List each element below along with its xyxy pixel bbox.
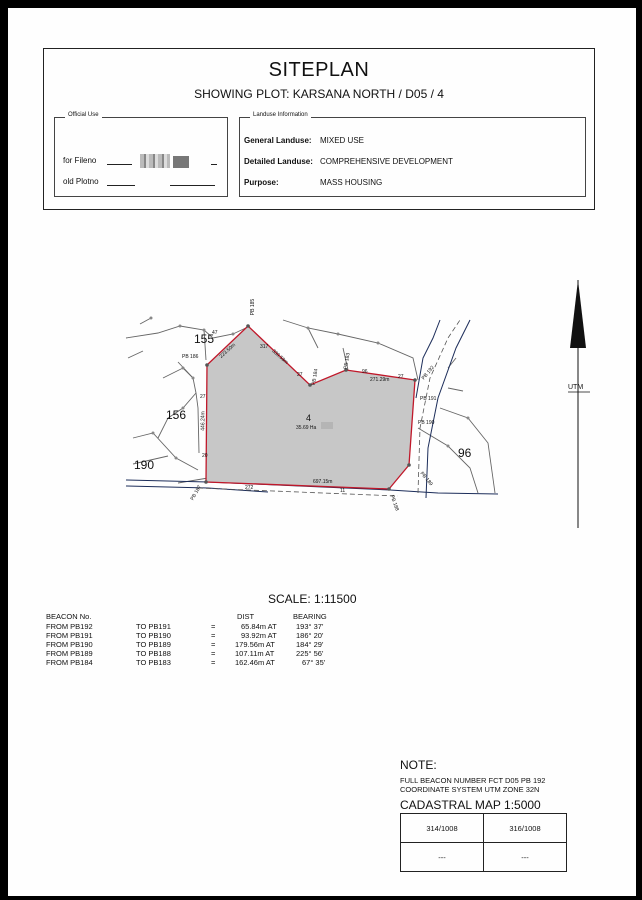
row-eq: =	[211, 631, 216, 640]
edge-mark-9: 20	[202, 453, 208, 459]
north-arrow-label: UTM	[568, 384, 584, 391]
beacon-header: BEACON No.	[46, 612, 92, 621]
note-line-2: COORDINATE SYSTEM UTM ZONE 32N	[400, 785, 540, 794]
beacon-pb190: PB 190	[418, 420, 435, 426]
plot-number: 4	[306, 413, 312, 423]
neighbor-plot-156: 156	[166, 408, 187, 422]
row-from: FROM PB192	[46, 622, 93, 631]
row-eq: =	[211, 658, 216, 667]
scale-label: SCALE: 1:11500	[268, 592, 357, 606]
row-dist: 162.46m AT	[235, 658, 275, 667]
beacon-pb191: PB 191	[420, 396, 437, 402]
bearing-header: BEARING	[293, 612, 327, 621]
neighbor-plot-155: 155	[194, 332, 215, 346]
edge-mark-4: 96	[362, 369, 368, 375]
row-to: TO PB188	[136, 649, 171, 658]
purpose-label: Purpose:	[244, 178, 279, 187]
beacon-pb188: PB 188	[388, 494, 400, 512]
edge-mark-8: 11	[340, 488, 346, 494]
redacted-area	[321, 422, 333, 429]
row-to: TO PB191	[136, 622, 171, 631]
file-number-label: for Fileno	[63, 156, 97, 165]
official-use-legend: Official Use	[65, 112, 102, 118]
row-dist: 107.11m AT	[235, 649, 275, 658]
edge-mark-5: 27	[398, 374, 404, 380]
table-row	[46, 649, 366, 658]
beacon-pb187: PB 187	[189, 484, 203, 502]
beacon-pb183: PB 183	[342, 352, 352, 370]
row-bearing: 193° 37'	[296, 622, 324, 631]
row-to: TO PB183	[136, 658, 171, 667]
row-to: TO PB189	[136, 640, 171, 649]
beacon-pb186: PB 186	[182, 354, 199, 360]
cadastral-map-label: CADASTRAL MAP 1:5000	[400, 798, 541, 812]
general-landuse-label: General Landuse:	[244, 136, 312, 145]
beacon-pb185: PB 185	[250, 298, 257, 316]
note-title: NOTE:	[400, 758, 437, 772]
neighbor-plot-96: 96	[458, 446, 472, 460]
plot-area: 35.69 Ha	[296, 425, 317, 431]
row-eq: =	[211, 622, 216, 631]
row-dist: 179.56m AT	[235, 640, 275, 649]
beacon-pb192: PB 192	[420, 364, 436, 382]
landuse-legend: Landuse Information	[250, 112, 311, 118]
edge-mark-3: 27	[297, 372, 303, 378]
row-dist: 65.84m AT	[241, 622, 277, 631]
plot-4-polygon	[206, 326, 415, 489]
dimension-271m: 271.29m	[370, 377, 390, 383]
cadastral-cell: 314/1008	[401, 814, 484, 843]
dist-header: DIST	[237, 612, 255, 621]
neighbor-plot-190: 190	[134, 458, 155, 472]
dimension-446m: 446.24m	[200, 411, 207, 431]
detailed-landuse-value: COMPREHENSIVE DEVELOPMENT	[320, 157, 453, 166]
beacon-pb184: PB 184	[310, 368, 320, 386]
row-from: FROM PB191	[46, 631, 93, 640]
table-row	[46, 658, 366, 667]
row-bearing: 184° 29'	[296, 640, 324, 649]
plot-number-label: old Plotno	[63, 177, 99, 186]
edge-mark-6: 27	[200, 394, 206, 400]
dimension-330m: 330.58m	[270, 348, 289, 366]
edge-mark-7: 272	[245, 485, 254, 491]
row-to: TO PB190	[136, 631, 171, 640]
row-from: FROM PB184	[46, 658, 93, 667]
cadastral-cell: ---	[401, 843, 484, 872]
detailed-landuse-label: Detailed Landuse:	[244, 157, 313, 166]
beacon-table	[46, 612, 366, 682]
north-arrow	[568, 280, 590, 528]
purpose-value: MASS HOUSING	[320, 178, 383, 187]
row-from: FROM PB189	[46, 649, 93, 658]
row-dist: 93.92m AT	[241, 631, 277, 640]
page-title: SITEPLAN	[268, 59, 370, 81]
general-landuse-value: MIXED USE	[320, 136, 365, 145]
row-from: FROM PB190	[46, 640, 93, 649]
dimension-697m: 697.15m	[313, 479, 333, 485]
table-row	[46, 622, 366, 631]
table-row	[46, 631, 366, 640]
dimension-223m: 223.50m	[218, 342, 237, 360]
row-bearing: 67° 35'	[302, 658, 326, 667]
row-eq: =	[211, 649, 216, 658]
row-bearing: 225° 56'	[296, 649, 324, 658]
row-eq: =	[211, 640, 216, 649]
edge-mark-2: 47	[212, 330, 218, 336]
site-plan-sheet	[8, 8, 636, 896]
edge-mark-1: 317	[260, 344, 269, 350]
row-bearing: 186° 20'	[296, 631, 324, 640]
cadastral-cell: 316/1008	[484, 814, 567, 843]
note-line-1: FULL BEACON NUMBER FCT D05 PB 192	[400, 776, 546, 785]
beacon-pb189: PB 189	[418, 470, 434, 488]
table-row	[46, 640, 366, 649]
beacon-table-header	[46, 612, 366, 621]
cadastral-cell: ---	[484, 843, 567, 872]
plot-subtitle: SHOWING PLOT: KARSANA NORTH / D05 / 4	[194, 87, 444, 101]
cadastral-table	[400, 813, 567, 872]
